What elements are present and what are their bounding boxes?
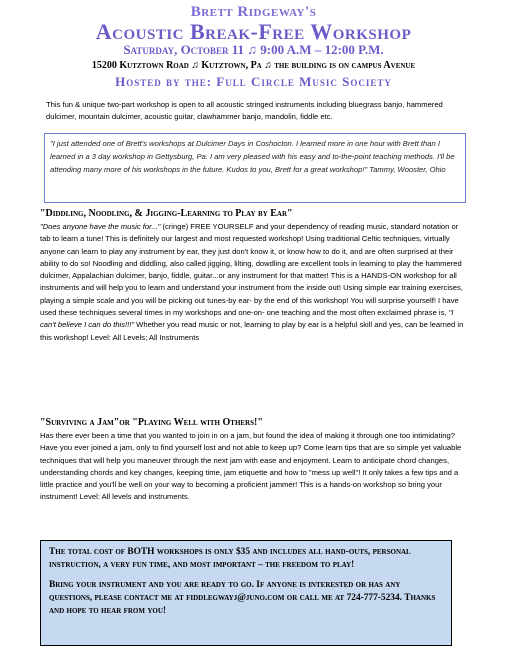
workshop-title: Acoustic Break-Free Workshop [95,19,412,44]
section1-quote: "I can't believe I can do this!!!" [40,308,454,330]
section2-body: Has there ever been a time that you wanted to join in on a jam, but found the idea of making it through one too intimidating? Have you ever joined a jam, only to find yourself lost and not able to keep up? Come learn tips that are so simple yet valuable techniques that will help you maneuver through the next jam with ease and enjoyment. Learn to anticipate chord changes, understanding chords and key changes, keeping time, jam etiquette and how to "mess up well"! It only takes a few tips and a little practice and you'll be well on your way to becoming a proficient jammer! This is a hands-on workshop so bring your instrument! Level: All levels and instruments. [40,431,462,502]
section1-main: (cringe) FREE YOURSELF and your dependency of reading music, standard notation or tab to learn a tune! This is definitely our largest and most requested workshop! Using traditional Celtic techniques, virtually anyone can learn to play any instrument by ear, they just don't know it, or know how to do it, and are often surprised at their ability to do so! Noodling and diddling, also called jigging, lilting, dowdling are excellent tools in learning to play the hammered dulcimer, Appalachian dulcimer, banjo, fiddle, guitar...or any instrument for that matter! This is a HANDS-ON workshop for all instruments and will help you to learn and understand your instrument from the inside out! Using simple ear training exercises, playing a simple scale and you will be picking out tunes-by ear- by the end of this workshop! You will surprise yourself! I have used these techniques several times in my workshops and one-on- one teaching and the most often exclaimed phrase is, [40,222,463,318]
contact-line: Bring your instrument and you are ready to go. If anyone is interested or has any questions, please contact me at fiddlegwayj@juno.com or call me at 724-777-5234. Thanks and hope to hear from you! [49,580,436,616]
presenter-name: Brett Ridgeway's [190,4,317,20]
section1-lead: "Does anyone have the music for..." [40,222,161,231]
section2-title: "Surviving a Jam"or "Playing Well with Others!" [40,417,263,428]
section1-body [40,221,465,344]
cost-box [40,540,452,646]
section1-end: Whether you read music or not, learning to play by ear is a helpful skill and yes, can be learned in this workshop! Level: All Levels; All Instruments [40,320,464,342]
section1-title: "Diddling, Noodling, & Jigging-Learning to Play by Ear" [40,208,293,219]
intro-paragraph: This fun & unique two-part workshop is open to all acoustic stringed instruments including bluegrass banjo, hammered dulcimer, mountain dulcimer, acoustic guitar, clawhammer banjo, mandolin, fiddle etc. [46,100,443,121]
cost-line: The total cost of BOTH workshops is only $35 and includes all hand-outs, personal instruction, a very fun time, and most important – the freedom to play! [49,547,411,570]
address: 15200 Kutztown Road ♫ Kutztown, Pa ♫ the building is on campus Avenue [91,60,416,71]
testimonial-box: "I just attended one of Brett's workshops at Dulcimer Days in Coshocton. I learned more in one hour with Brett than I learned in a 3 day workshop in Gettysburg, Pa. I am very pleased with his easy and to-the-point teaching methods. I'll be attending many more of his workshops in the future. Kudos to you, Brett for a great workshop!" Tammy, Wooster, Ohio [44,133,466,203]
date-time: Saturday, October 11 ♫ 9:00 A.M – 12:00 P.M. [123,42,384,57]
hosted-by: Hosted by the: Full Circle Music Society [115,74,392,89]
